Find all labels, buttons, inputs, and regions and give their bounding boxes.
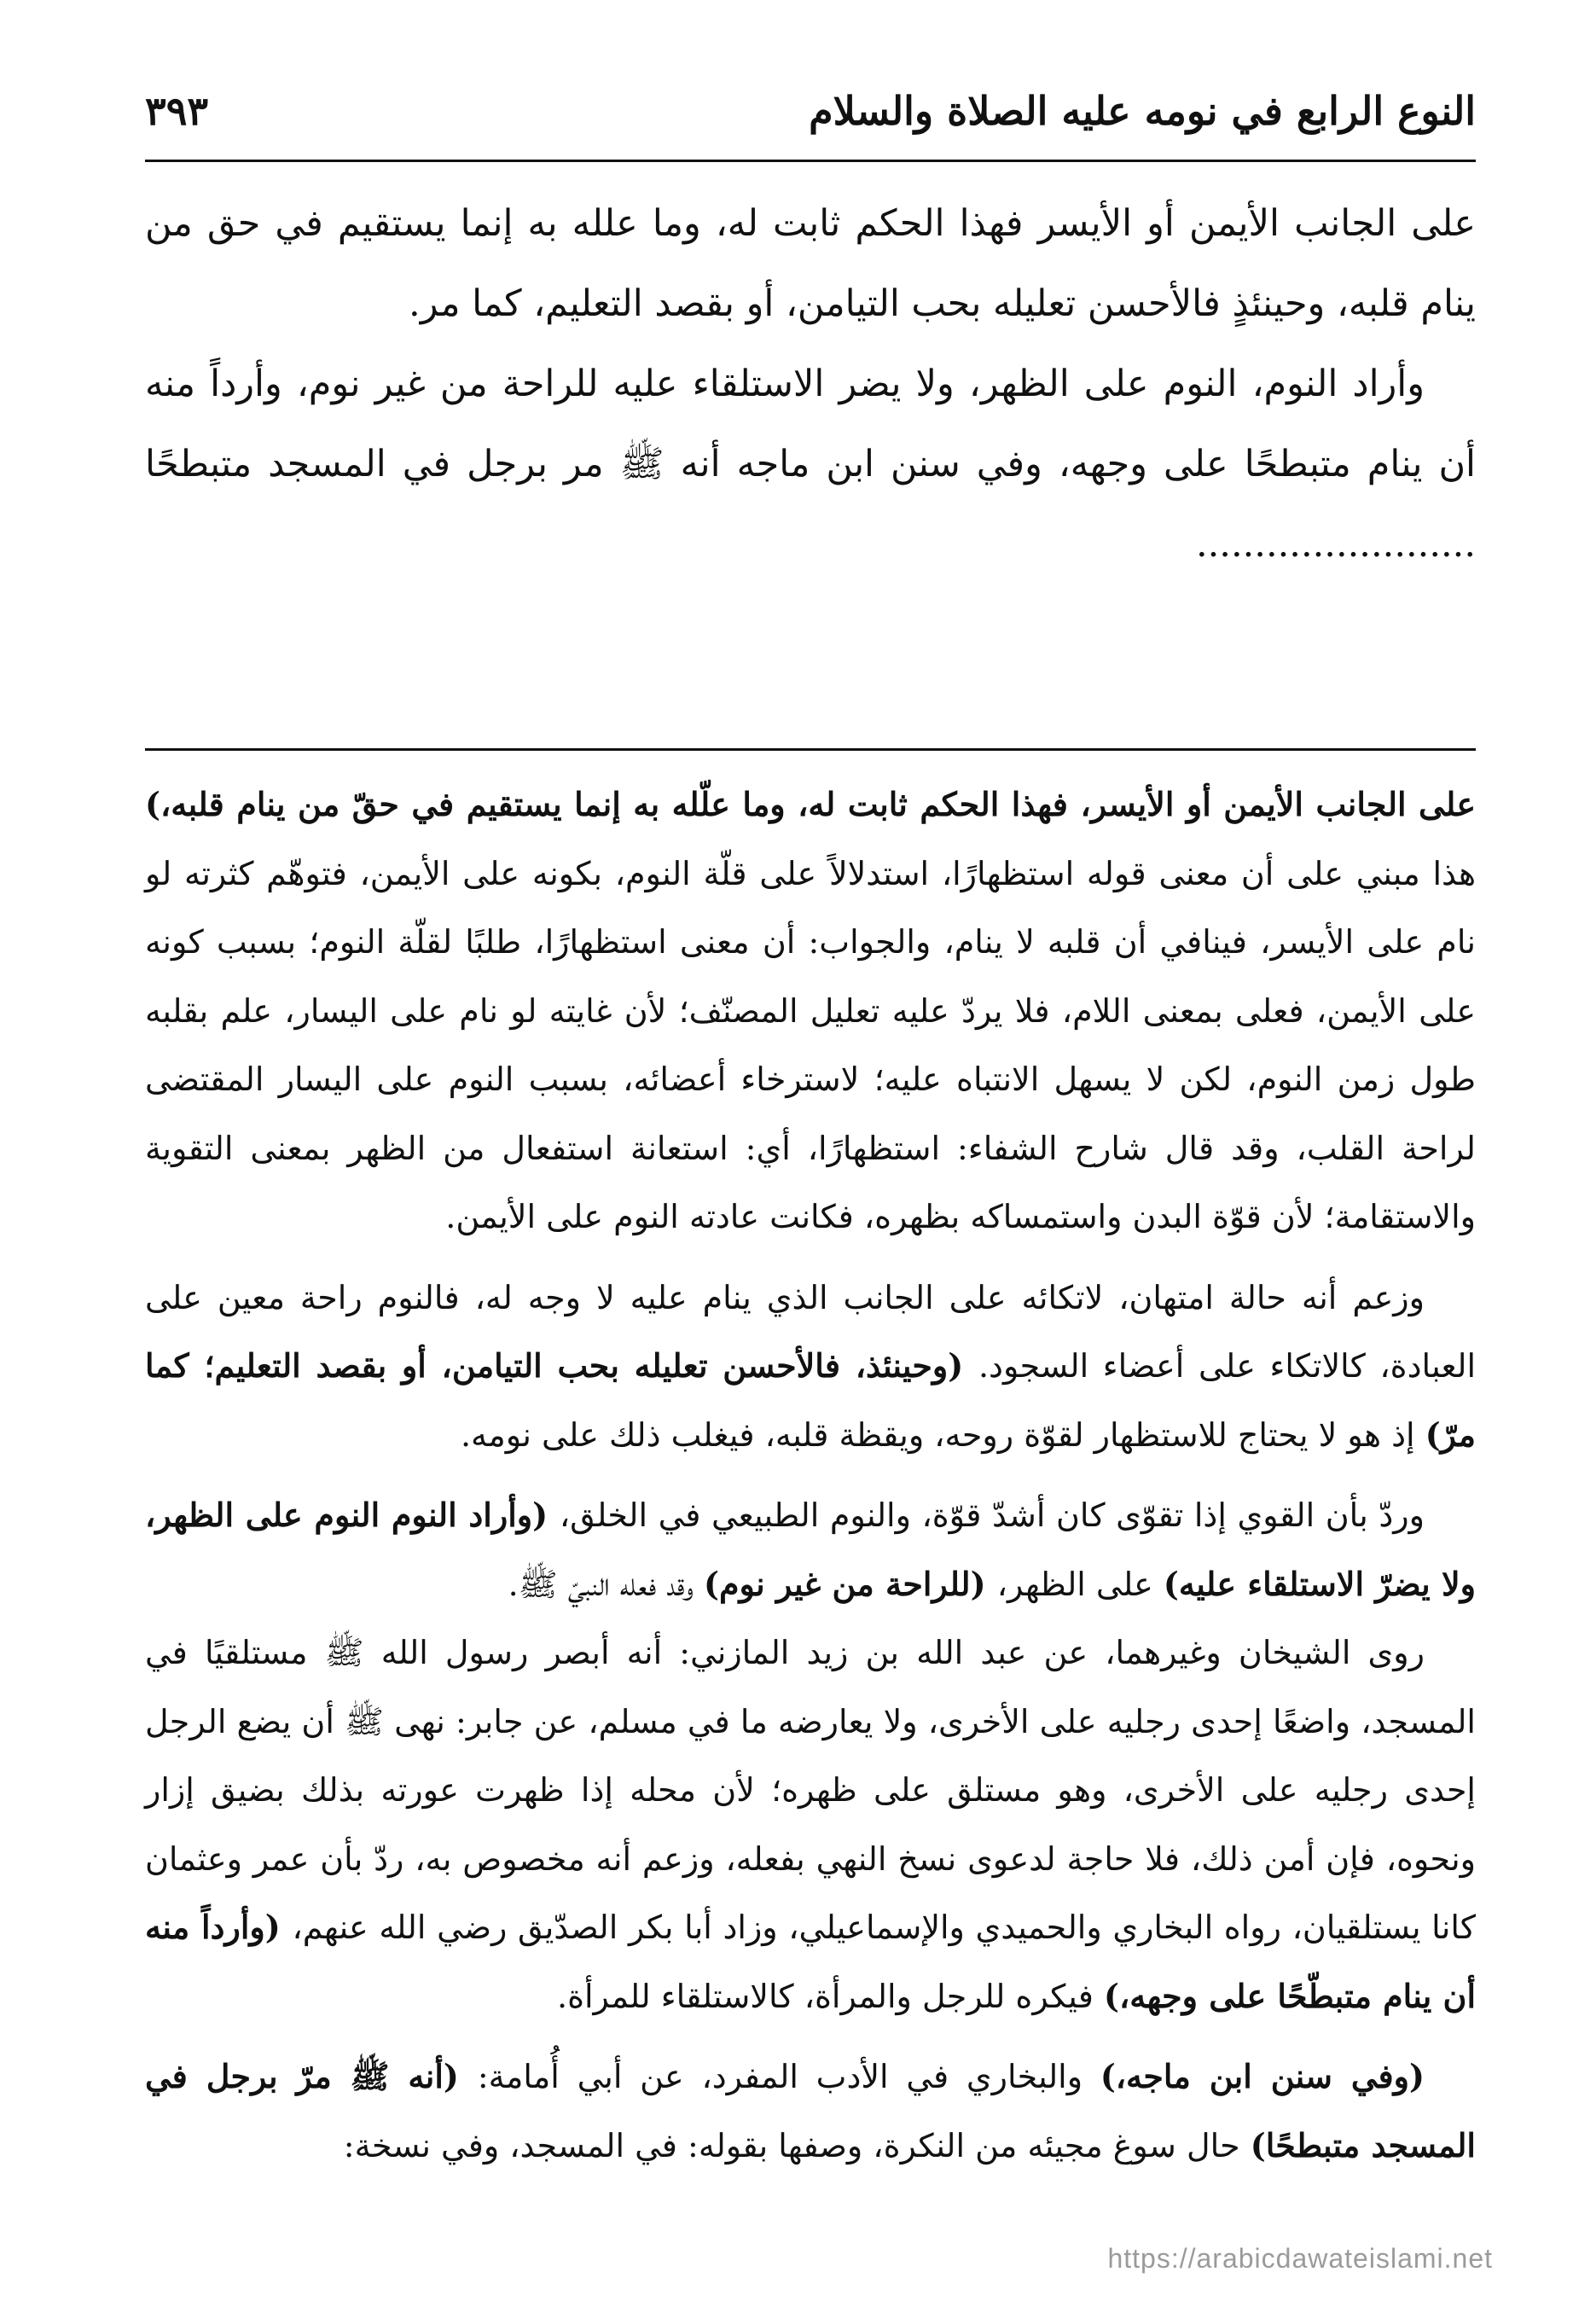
commentary-text-run: فيكره للرجل والمرأة، كالاستلقاء للمرأة. bbox=[557, 1977, 1104, 2015]
quoted-main-text: (وحينئذ، فالأحسن تعليله بحب التيامن، أو بقصد التعليم؛ كما مرّ) bbox=[145, 1346, 1476, 1454]
main-text-paragraph-1: على الجانب الأيمن أو الأيسر فهذا الحكم ثابت له، وما علله به إنما يستقيم في حق من ينام قلبه، وحينئذٍ فالأحسن تعليله بحب التيامن، أو بقصد التعليم، كما مر. bbox=[145, 202, 1476, 325]
running-header bbox=[145, 81, 1476, 149]
quoted-main-text: (وفي سنن ابن ماجه،) bbox=[1100, 2057, 1425, 2095]
commentary-text-run: روى الشيخان وغيرهما، عن عبد الله بن زيد المازني: أنه أبصر رسول الله ﷺ مستلقيًا في المسجد، واضعًا إحدى رجليه على الأخرى، ولا يعارضه ما في مسلم، عن جابر: نهى ﷺ أن يضع الرجل إحدى رجليه على الأخرى، وهو مستلق على ظهره؛ لأن محله إذا ظهرت عورته بذلك بضيق إزار ونحوه، فإن أمن ذلك، فلا حاجة لدعوى نسخ النهي بفعله، وزعم أنه مخصوص به، ردّ بأن عمر وعثمان كانا يستلقيان، رواه البخاري والحميدي والإسماعيلي، وزاد أبا بكر الصدّيق رضي الله عنهم، bbox=[145, 1634, 1476, 1946]
commentary-paragraph-4 bbox=[145, 1618, 1476, 2031]
quoted-main-text: (وأرداً منه أن ينام متبطّحًا على وجهه،) bbox=[145, 1908, 1476, 2015]
commentary-text-run: حال سوغ مجيئه من النكرة، وصفها بقوله: في المسجد، وفي نسخة: bbox=[343, 2126, 1251, 2164]
commentary-paragraph-1 bbox=[145, 770, 1476, 1252]
commentary-text-run: هذا مبني على أن معنى قوله استظهارًا، استدلالاً على قلّة النوم، بكونه على الأيمن، فتوهّم كثرته لو نام على الأيسر، فينافي أن قلبه لا ينام، والجواب: أن معنى استظهارًا، طلبًا لقلّة النوم؛ بسبب كونه على الأيمن، فعلى بمعنى اللام، فلا يردّ عليه تعليل المصنّف؛ لأن غايته لو نام على اليسار، علم بقلبه طول زمن النوم، لكن لا يسهل الانتباه عليه؛ لاسترخاء أعضائه، بسبب النوم على اليسار المقتضى لراحة القلب، وقد قال شارح الشفاء: استظهارًا، أي: استعانة استفعال من الظهر بمعنى التقوية والاستقامة؛ لأن قوّة البدن واستمساكه بظهره، فكانت عادته النوم على الأيمن. bbox=[145, 854, 1476, 1235]
quoted-main-text: (أنه ﷺ مرّ برجل في المسجد متبطحًا) bbox=[145, 2057, 1476, 2164]
commentary-text-run: وردّ بأن القوي إذا تقوّى كان أشدّ قوّة، والنوم الطبيعي في الخلق، bbox=[559, 1496, 1425, 1534]
main-text bbox=[145, 183, 1476, 584]
quoted-main-text: (وأراد النوم النوم على الظهر، ولا يضرّ الاستلقاء عليه) bbox=[145, 1496, 1476, 1603]
book-page bbox=[145, 81, 1476, 2299]
commentary-paragraph-2 bbox=[145, 1264, 1476, 1470]
commentary-paragraph-5 bbox=[145, 2042, 1476, 2180]
commentary-text-run: إذ هو لا يحتاج للاستظهار لقوّة روحه، ويقظة قلبه، فيغلب ذلك على نومه. bbox=[460, 1415, 1425, 1454]
commentary-text-run: والبخاري في الأدب المفرد، عن أبي أُمامة: bbox=[477, 2058, 1100, 2095]
commentary-text-run: على الظهر، bbox=[996, 1565, 1164, 1603]
main-commentary-divider bbox=[145, 748, 1476, 751]
header-title: النوع الرابع في نومه عليه الصلاة والسلام bbox=[809, 88, 1476, 134]
commentary-paragraph-3 bbox=[145, 1481, 1476, 1618]
commentary-text bbox=[145, 770, 1476, 2180]
source-watermark: https://arabicdawateislami.net bbox=[1107, 2243, 1493, 2274]
main-text-paragraph-2: وأراد النوم، النوم على الظهر، ولا يضر الاستلقاء عليه للراحة من غير نوم، وأرداً منه أن ينام متبطحًا على وجهه، وفي سنن ابن ماجه أنه ﷺ مر برجل في المسجد متبطحًا ........................ bbox=[145, 363, 1476, 566]
page-number: ٣٩٣ bbox=[145, 88, 209, 134]
commentary-text-run: وقد فعله النبيّ ﷺ. bbox=[508, 1565, 705, 1603]
header-divider bbox=[145, 160, 1476, 162]
commentary-text-run: وزعم أنه حالة امتهان، لاتكائه على الجانب الذي ينام عليه لا وجه له، فالنوم راحة معين على العبادة، كالاتكاء على أعضاء السجود. bbox=[145, 1278, 1477, 1385]
quoted-main-text: على الجانب الأيمن أو الأيسر، فهذا الحكم ثابت له، وما علّله به إنما يستقيم في حقّ من ينام قلبه،) bbox=[145, 785, 1476, 823]
quoted-main-text: (للراحة من غير نوم) bbox=[704, 1564, 997, 1603]
